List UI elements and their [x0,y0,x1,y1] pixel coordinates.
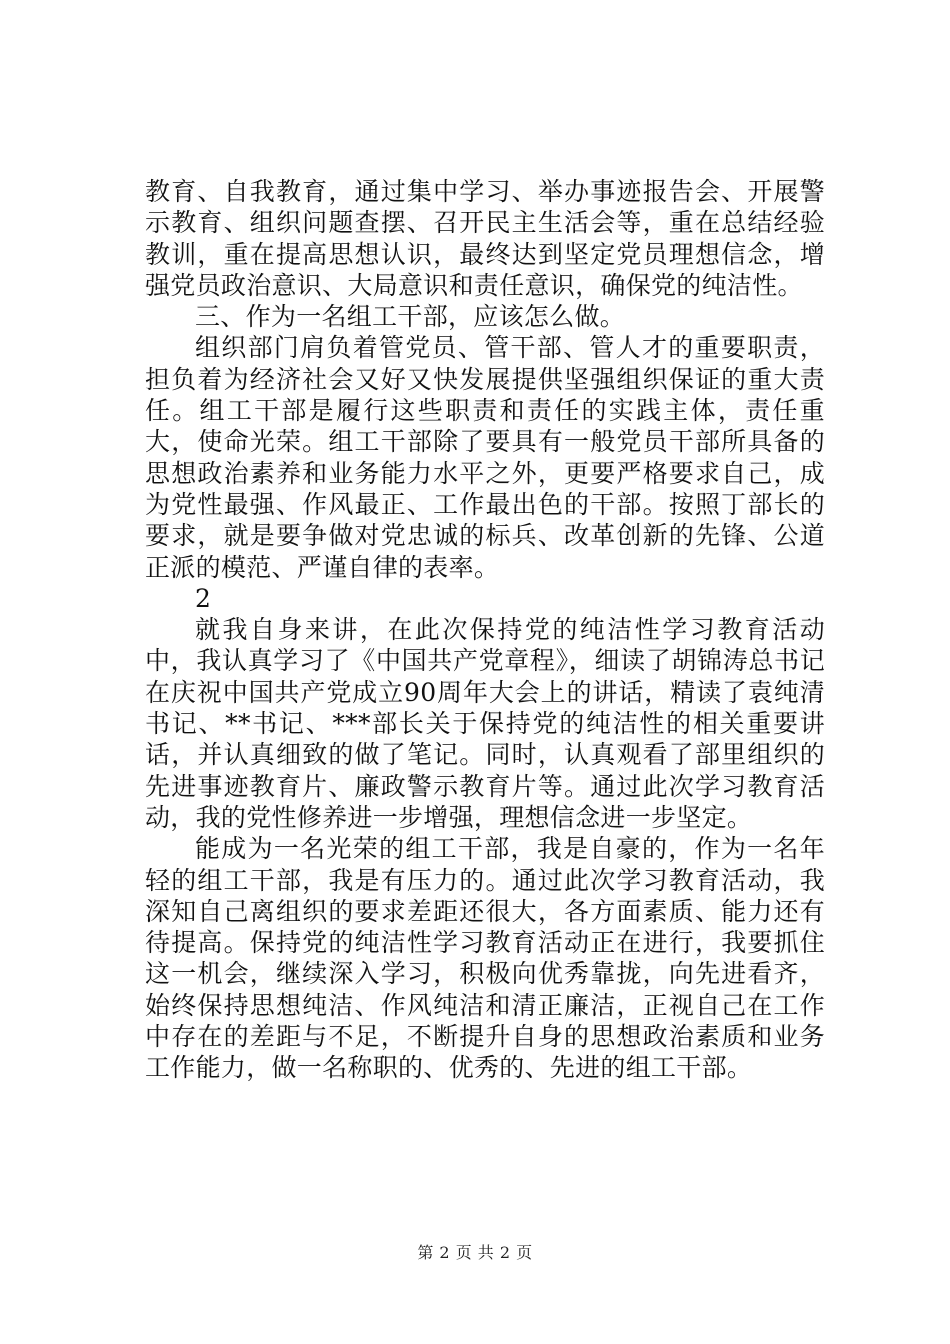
inline-page-marker: 2 [195,583,212,613]
section-heading-three: 三、作为一名组工干部，应该怎么做。 [195,302,626,332]
paragraph-personal-study: 就我自身来讲，在此次保持党的纯洁性学习教育活动中，我认真学习了《中国共产党章程》，细读了胡锦涛总书记在庆祝中国共产党成立90周年大会上的讲话，精读了袁纯清书记、**书记、***部长关于保持党的纯洁性的相关重要讲话，并认真细致的做了笔记。同时，认真观看了部里组织的先进事迹教育片、廉政警示教育片等。通过此次学习教育活动，我的党性修养进一步增强，理想信念进一步坚定。 [145,615,825,832]
paragraph-personal-commitment: 能成为一名光荣的组工干部，我是自豪的，作为一名年轻的组工干部，我是有压力的。通过此次学习教育活动，我深知自己离组织的要求差距还很大，各方面素质、能力还有待提高。保持党的纯洁性学习教育活动正在进行，我要抓住这一机会，继续深入学习，积极向优秀靠拢，向先进看齐，始终保持思想纯洁、作风纯洁和清正廉洁，正视自己在工作中存在的差距与不足，不断提升自身的思想政治素质和业务工作能力，做一名称职的、优秀的、先进的组工干部。 [145,834,825,1083]
paragraph-continuation: 教育、自我教育，通过集中学习、举办事迹报告会、开展警示教育、组织问题查摆、召开民主生活会等，重在总结经验教训，重在提高思想认识，最终达到坚定党员理想信念，增强党员政治意识、大局意识和责任意识，确保党的纯洁性。 [145,177,825,300]
document-body [145,176,825,1084]
paragraph-organization-duties: 组织部门肩负着管党员、管干部、管人才的重要职责，担负着为经济社会又好又快发展提供坚强组织保证的重大责任。组工干部是履行这些职责和责任的实践主体，责任重大，使命光荣。组工干部除了要具有一般党员干部所具备的思想政治素养和业务能力水平之外，更要严格要求自己，成为党性最强、作风最正、工作最出色的干部。按照丁部长的要求，就是要争做对党忠诚的标兵、改革创新的先锋、公道正派的模范、严谨自律的表率。 [145,333,825,582]
page-footer: 第 2 页 共 2 页 [417,1243,533,1262]
